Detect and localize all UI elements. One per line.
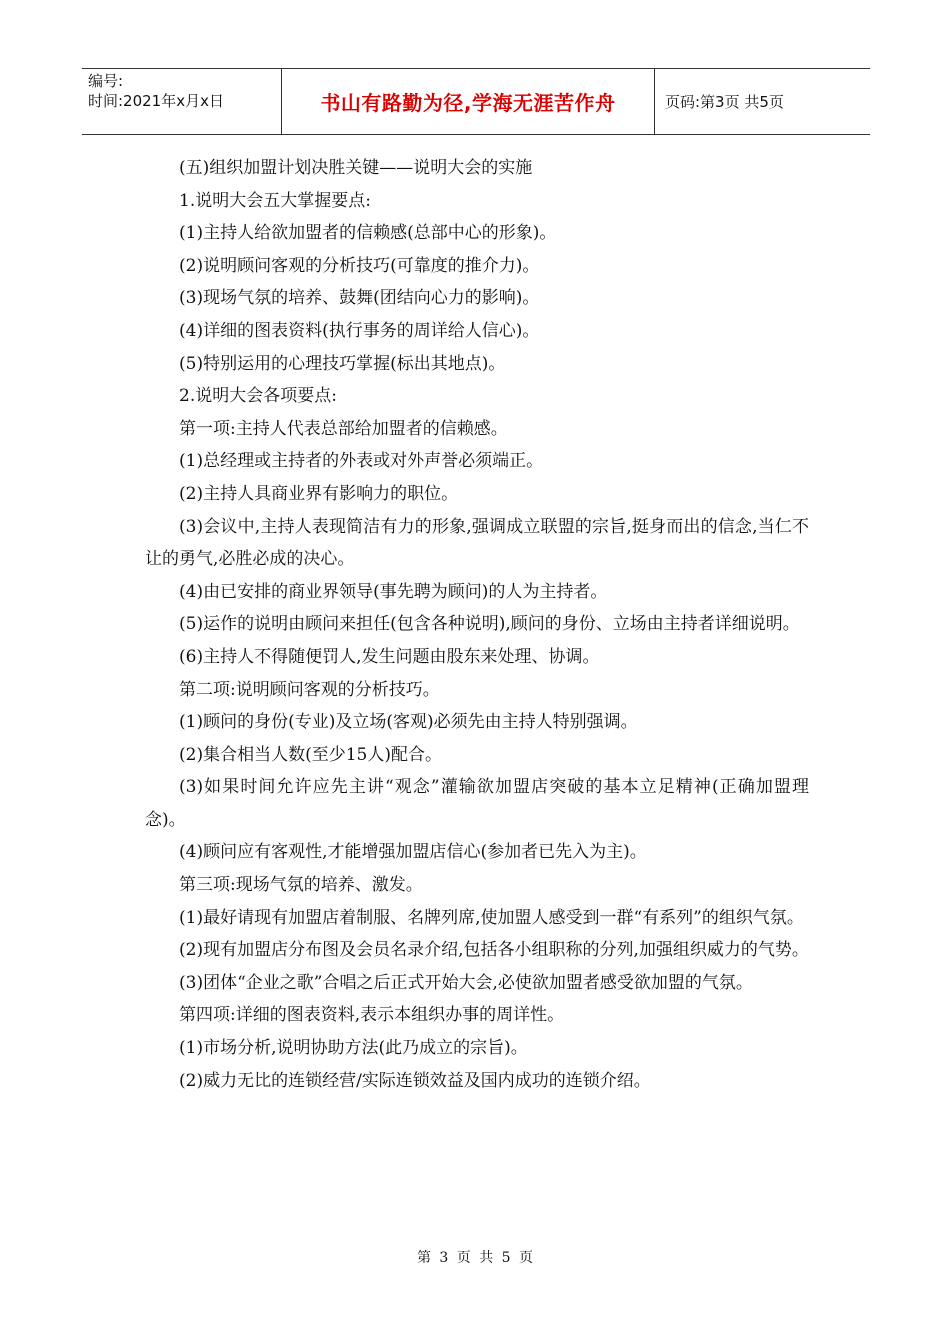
- paragraph: (2)主持人具商业界有影响力的职位。: [179, 483, 459, 504]
- paragraph: (2)说明顾问客观的分析技巧(可靠度的推介力)。: [179, 255, 540, 276]
- paragraph: (4)由已安排的商业界领导(事先聘为顾问)的人为主持者。: [179, 581, 608, 602]
- paragraph: 第四项:详细的图表资料,表示本组织办事的周详性。: [179, 1005, 565, 1026]
- paragraph: (2)现有加盟店分布图及会员名录介绍,包括各小组职称的分列,加强组织威力的气势。: [179, 940, 809, 961]
- paragraph: 第二项:说明顾问客观的分析技巧。: [179, 679, 440, 700]
- header-page-info: 页码:第3页 共5页: [665, 93, 784, 111]
- paragraph: (3)会议中,主持人表现简洁有力的形象,强调成立联盟的宗旨,挺身而出的信念,当仁不让的勇气,必胜必成的决心。: [145, 516, 809, 570]
- paragraph: (3)团体“企业之歌”合唱之后正式开始大会,必使欲加盟者感受欲加盟的气氛。: [179, 972, 753, 993]
- paragraph: (1)最好请现有加盟店着制服、名牌列席,使加盟人感受到一群“有系列”的组织气氛。: [179, 907, 804, 928]
- document-number-label: 编号:: [88, 72, 124, 90]
- paragraph: (1)主持人给欲加盟者的信赖感(总部中心的形象)。: [179, 223, 557, 244]
- paragraph: (2)集合相当人数(至少15人)配合。: [179, 744, 442, 765]
- paragraph: (3)如果时间允许应先主讲“观念”灌输欲加盟店突破的基本立足精神(正确加盟理念)。: [145, 777, 809, 830]
- paragraph: 第一项:主持人代表总部给加盟者的信赖感。: [179, 418, 508, 439]
- paragraph: (5)特别运用的心理技巧掌握(标出其地点)。: [179, 353, 506, 374]
- header-motto: 书山有路勤为径,学海无涯苦作舟: [282, 69, 655, 134]
- paragraph: (2)威力无比的连锁经营/实际连锁效益及国内成功的连锁介绍。: [179, 1070, 651, 1091]
- paragraph: 2.说明大会各项要点:: [179, 386, 337, 407]
- paragraph: (1)总经理或主持者的外表或对外声誉必须端正。: [179, 451, 544, 472]
- page-footer: 第 3 页 共 5 页: [416, 1250, 534, 1266]
- paragraph: (1)顾问的身份(专业)及立场(客观)必须先由主持人特别强调。: [179, 712, 638, 733]
- paragraph: (6)主持人不得随便罚人,发生问题由股东来处理、协调。: [179, 646, 600, 667]
- paragraph: 1.说明大会五大掌握要点:: [179, 190, 371, 211]
- paragraph: 第三项:现场气氛的培养、激发。: [179, 875, 423, 896]
- document-header: [82, 68, 870, 135]
- document-time: 时间:2021年x月x日: [88, 92, 224, 110]
- paragraph: (1)市场分析,说明协助方法(此乃成立的宗旨)。: [179, 1038, 528, 1059]
- paragraph: (4)详细的图表资料(执行事务的周详给人信心)。: [179, 320, 540, 341]
- document-body: [145, 152, 809, 1097]
- paragraph: (3)现场气氛的培养、鼓舞(团结向心力的影响)。: [179, 288, 540, 309]
- paragraph: (4)顾问应有客观性,才能增强加盟店信心(参加者已先入为主)。: [179, 842, 647, 863]
- header-meta: [82, 69, 282, 134]
- paragraph: (5)运作的说明由顾问来担任(包含各种说明),顾问的身份、立场由主持者详细说明。: [179, 614, 800, 635]
- paragraph: (五)组织加盟计划决胜关键——说明大会的实施: [179, 158, 533, 178]
